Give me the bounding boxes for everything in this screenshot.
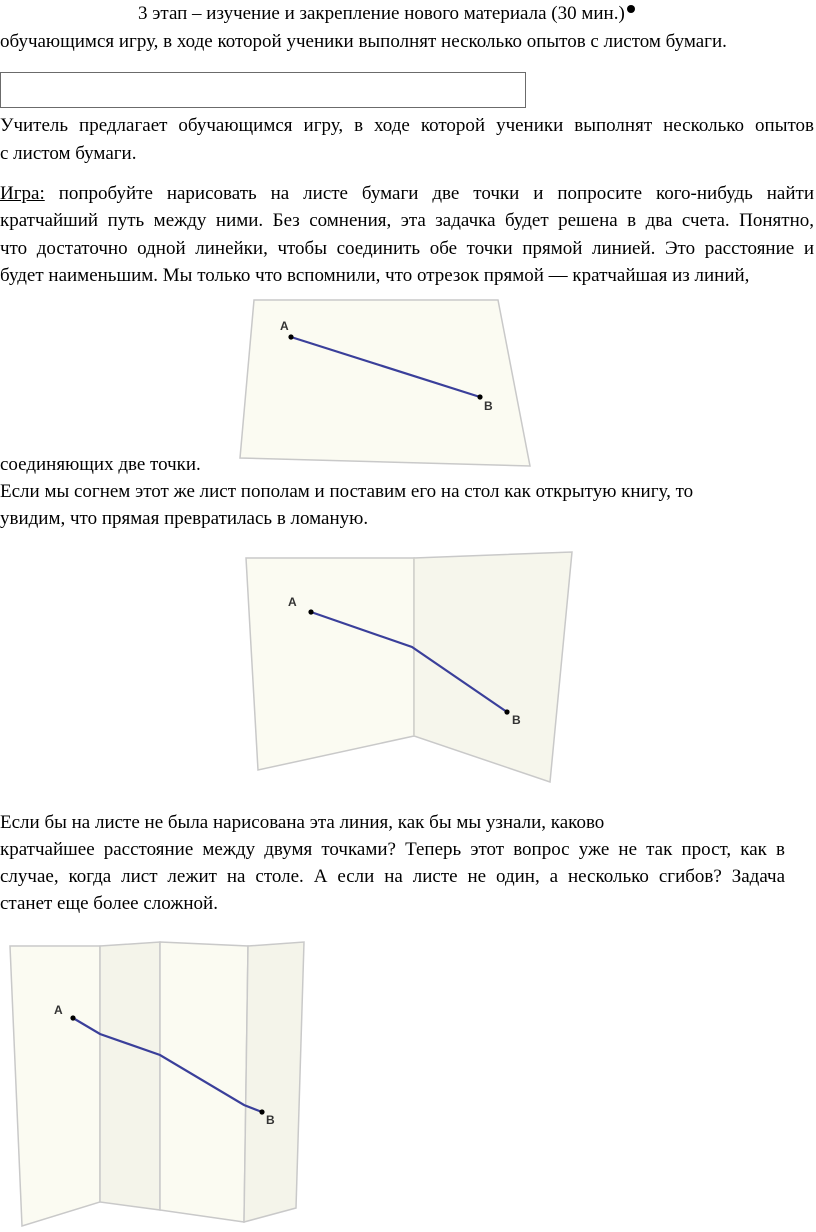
multi-fold-panel-2 bbox=[100, 942, 160, 1210]
paragraph-1-line-1: Учитель предлагает обучающимся игру, в ходе которой ученики выполнят несколько опытов bbox=[0, 115, 814, 136]
paragraph-3-line-2: увидим, что прямая превратилась в ломаную. bbox=[0, 508, 369, 529]
paragraph-2-line-2: кратчайший путь между ними. Без сомнения, эта задачка будет решена в два счета. Понятно, bbox=[0, 210, 814, 231]
figure-flat-sheet bbox=[224, 294, 534, 470]
figure-multi-folded-sheet bbox=[8, 940, 308, 1230]
point-a-label: A bbox=[280, 319, 289, 333]
figure-folded-sheet bbox=[244, 546, 578, 784]
paragraph-1-line-2: с листом бумаги. bbox=[0, 143, 137, 164]
point-a-dot bbox=[70, 1015, 75, 1020]
stage-title bbox=[138, 4, 635, 23]
paragraph-2-line-1 bbox=[0, 184, 814, 203]
point-a-dot bbox=[288, 334, 293, 339]
point-b-dot bbox=[259, 1109, 264, 1114]
multi-fold-panel-4 bbox=[244, 942, 304, 1222]
intro-line: обучающимся игру, в ходе которой ученики выполнят несколько опытов с листом бумаги. bbox=[0, 31, 727, 52]
point-a-dot bbox=[308, 609, 313, 614]
point-a-label: A bbox=[54, 1003, 63, 1017]
paragraph-2-line-1-rest: попробуйте нарисовать на листе бумаги две точки и попросите кого-нибудь найти bbox=[44, 183, 814, 204]
multi-fold-panel-1 bbox=[10, 946, 100, 1226]
paragraph-4-line-4: станет еще более сложной. bbox=[0, 893, 218, 914]
folded-sheet-left-panel bbox=[246, 558, 414, 770]
paragraph-4-line-2: кратчайшее расстояние между двумя точками? Теперь этот вопрос уже не так прост, как в bbox=[0, 839, 785, 860]
point-b-dot bbox=[504, 709, 509, 714]
point-b-label: B bbox=[266, 1113, 275, 1127]
point-b-label: B bbox=[484, 399, 493, 413]
point-b-label: B bbox=[512, 713, 521, 727]
paragraph-2-line-5: соединяющих две точки. bbox=[0, 454, 201, 475]
game-label: Игра: bbox=[0, 183, 45, 204]
point-b-dot bbox=[477, 394, 482, 399]
paragraph-4-line-1: Если бы на листе не была нарисована эта линия, как бы мы узнали, каково bbox=[0, 812, 605, 833]
stage-title-text: 3 этап – изучение и закрепление нового материала (30 мин.) bbox=[138, 3, 625, 24]
paragraph-4-line-3: случае, когда лист лежит на столе. А если на листе не один, а несколько сгибов? Задача bbox=[0, 866, 785, 887]
folded-sheet-right-panel bbox=[414, 552, 572, 782]
paragraph-2-line-4: будет наименьшим. Мы только что вспомнили, что отрезок прямой — кратчайшая из линий, bbox=[0, 265, 750, 286]
paragraph-3-line-1: Если мы согнем этот же лист пополам и поставим его на стол как открытую книгу, то bbox=[0, 481, 694, 502]
paragraph-2-line-3: что достаточно одной линейки, чтобы соединить обе точки прямой линией. Это расстояние и bbox=[0, 238, 814, 259]
bullet-icon bbox=[627, 5, 635, 13]
empty-text-box bbox=[0, 72, 526, 108]
point-a-label: A bbox=[288, 595, 297, 609]
